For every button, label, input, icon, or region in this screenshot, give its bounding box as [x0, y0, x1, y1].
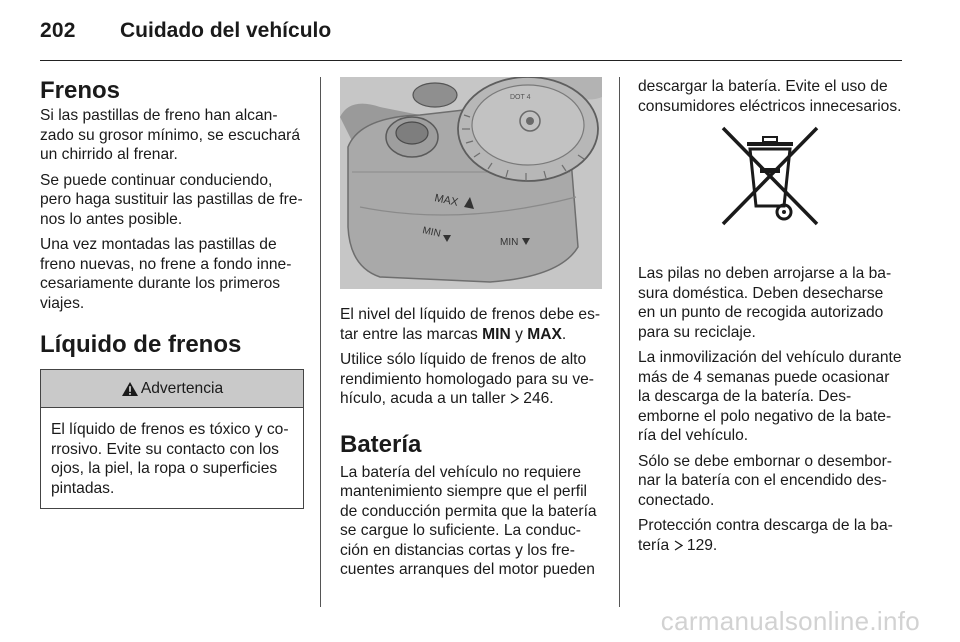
- page-header: [40, 14, 902, 61]
- frenos-paragraph-3: Una vez montadas las pastillas de freno nuevas, no frene a fondo innecesariamente durante los primeros viajes.: [40, 236, 292, 312]
- pilas-paragraph: Las pilas no deben arrojarse a la basura doméstica. Deben desecharse en un punto de recogida autorizado para su reciclaje.: [638, 265, 892, 341]
- frenos-heading: Frenos: [40, 77, 121, 104]
- page-number: 202: [40, 19, 76, 42]
- brake-fluid-reservoir-photo: [340, 77, 602, 289]
- proteccion-text: Protección contra descarga de la batería: [638, 517, 893, 554]
- warning-title: Advertencia: [140, 379, 224, 397]
- utilice-paragraph: [340, 350, 602, 409]
- min-mark-ref: MIN: [482, 325, 511, 343]
- column-divider-2: [619, 77, 620, 607]
- bateria-heading: Batería: [340, 430, 422, 458]
- chapter-title: Cuidado del vehículo: [120, 19, 332, 42]
- nivel-paragraph: [340, 305, 602, 344]
- proteccion-paragraph: [638, 516, 902, 555]
- warning-header: [41, 370, 303, 408]
- nivel-conj: y: [510, 325, 528, 343]
- solo-paragraph: Sólo se debe embornar o desembornar la batería con el encendido desconectado.: [638, 452, 892, 509]
- column-3: [638, 77, 902, 561]
- continuation-paragraph: descargar la batería. Evite el uso de consumidores eléctricos innecesarios.: [638, 78, 902, 115]
- liquido-heading: Líquido de frenos: [40, 331, 242, 358]
- max-mark-ref: MAX: [527, 325, 562, 343]
- utilice-text: Utilice sólo líquido de frenos de alto rendimiento homologado para su vehículo, acuda a un taller: [340, 351, 594, 407]
- max-mark-label: MAX: [433, 192, 460, 209]
- min-mark-label-right: MIN: [500, 237, 519, 248]
- nivel-end: .: [561, 325, 567, 343]
- frenos-paragraph-1: Si las pastillas de freno han alcanzado su grosor mínimo, se escuchará un chirrido al frenar.: [40, 107, 301, 163]
- nivel-text: El nivel del líquido de frenos debe estar entre las marcas: [340, 306, 601, 343]
- page-reference-link[interactable]: 246.: [523, 390, 554, 407]
- crossed-bin-icon: [638, 124, 902, 246]
- svg-text:DOT 4: DOT 4: [510, 94, 531, 101]
- column-2: [340, 77, 602, 586]
- warning-icon: [121, 381, 139, 397]
- warning-box: [40, 369, 304, 509]
- page-reference-icon: [510, 393, 519, 404]
- bateria-paragraph: La batería del vehículo no requiere mantenimiento siempre que el perfil de conducción permita que la batería se cargue lo suficiente. La conducción en distancias cortas y los frecuentes arranques del motor pueden: [340, 463, 597, 578]
- watermark: carmanualsonline.info: [660, 606, 920, 636]
- warning-text: El líquido de frenos es tóxico y corrosivo. Evite su contacto con los ojos, la piel, la ropa o superficies pintadas.: [51, 421, 289, 497]
- page-reference-icon: [674, 540, 683, 551]
- frenos-paragraph-2: Se puede continuar conduciendo, pero haga sustituir las pastillas de frenos lo antes posible.: [40, 171, 303, 228]
- page-reference-link[interactable]: 129.: [686, 536, 718, 554]
- column-divider-1: [320, 77, 321, 607]
- min-mark-label-left: MIN: [421, 225, 442, 240]
- column-1: [40, 77, 304, 509]
- inmovilizacion-paragraph: La inmovilización del vehículo durante más de 4 semanas puede ocasionar la descarga de la batería. Desemborne el polo negativo de la batería del vehículo.: [638, 349, 902, 444]
